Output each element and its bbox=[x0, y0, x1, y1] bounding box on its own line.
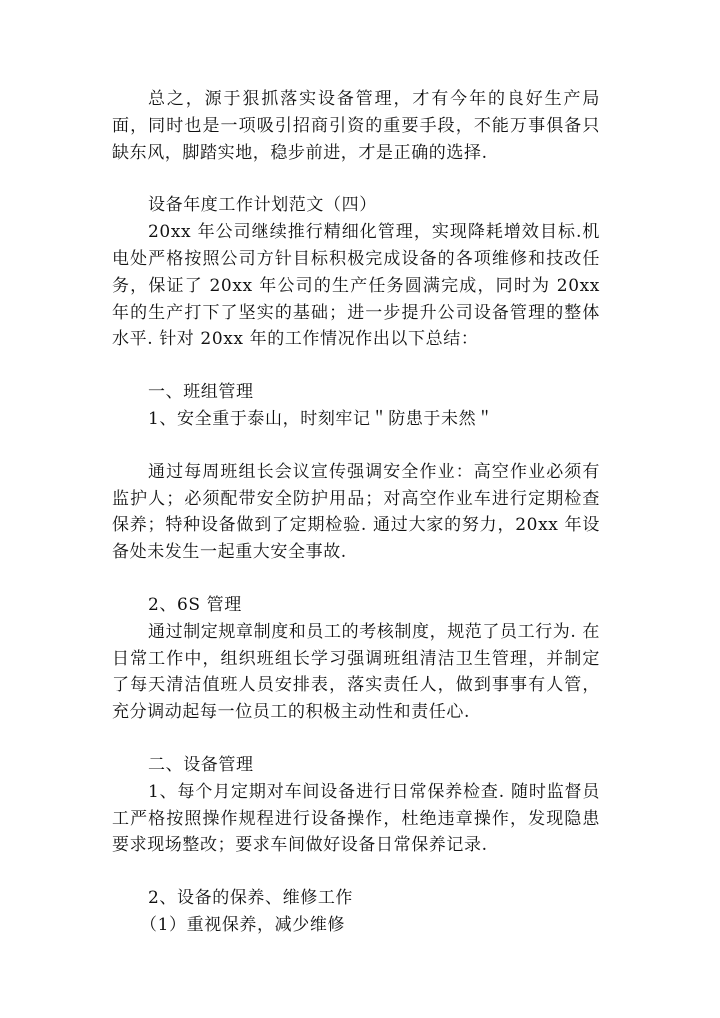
subheading-6s: 2、6S 管理 bbox=[148, 594, 242, 615]
subheading-maintenance: 2、设备的保养、维修工作 bbox=[148, 888, 354, 909]
subheading-safety: 1、安全重于泰山，时刻牢记＂防患于未然＂ bbox=[148, 408, 494, 429]
subheading-prevention: （1）重视保养，减少维修 bbox=[140, 914, 346, 935]
monthly-inspection-paragraph: 1、每个月定期对车间设备进行日常保养检查. 随时监督员工严格按照操作规程进行设备操作，杜绝违章操作，发现隐患要求现场整改；要求车间做好设备日常保养记录. bbox=[112, 781, 600, 856]
safety-paragraph: 通过每周班组长会议宣传强调安全作业：高空作业必须有监护人；必须配带安全防护用品；对高空作业车进行定期检查保养；特种设备做到了定期检验. 通过大家的努力，20xx 年设备处未发生一起重大安全事故. bbox=[112, 461, 600, 563]
section-title: 设备年度工作计划范文（四） bbox=[148, 195, 377, 216]
document-page bbox=[112, 86, 600, 939]
6s-paragraph: 通过制定规章制度和员工的考核制度，规范了员工行为. 在日常工作中，组织班组长学习强调班组清洁卫生管理，并制定了每天清洁值班人员安排表，落实责任人，做到事事有人管，充分调动起每一位员工的积极主动性和责任心. bbox=[112, 621, 601, 723]
heading-equipment-management: 二、设备管理 bbox=[148, 754, 254, 775]
intro-paragraph: 20xx 年公司继续推行精细化管理，实现降耗增效目标.机电处严格按照公司方针目标积极完成设备的各项维修和技改任务，保证了 20xx 年公司的生产任务圆满完成，同时为 20xx 年的生产打下了坚实的基础；进一步提升公司设备管理的整体水平. 针对 20xx 年的工作情况作出以下总结： bbox=[112, 222, 600, 350]
heading-team-management: 一、班组管理 bbox=[148, 382, 254, 403]
conclusion-paragraph: 总之，源于狠抓落实设备管理，才有今年的良好生产局面，同时也是一项吸引招商引资的重要手段，不能万事俱备只缺东风，脚踏实地，稳步前进，才是正确的选择. bbox=[112, 89, 600, 163]
